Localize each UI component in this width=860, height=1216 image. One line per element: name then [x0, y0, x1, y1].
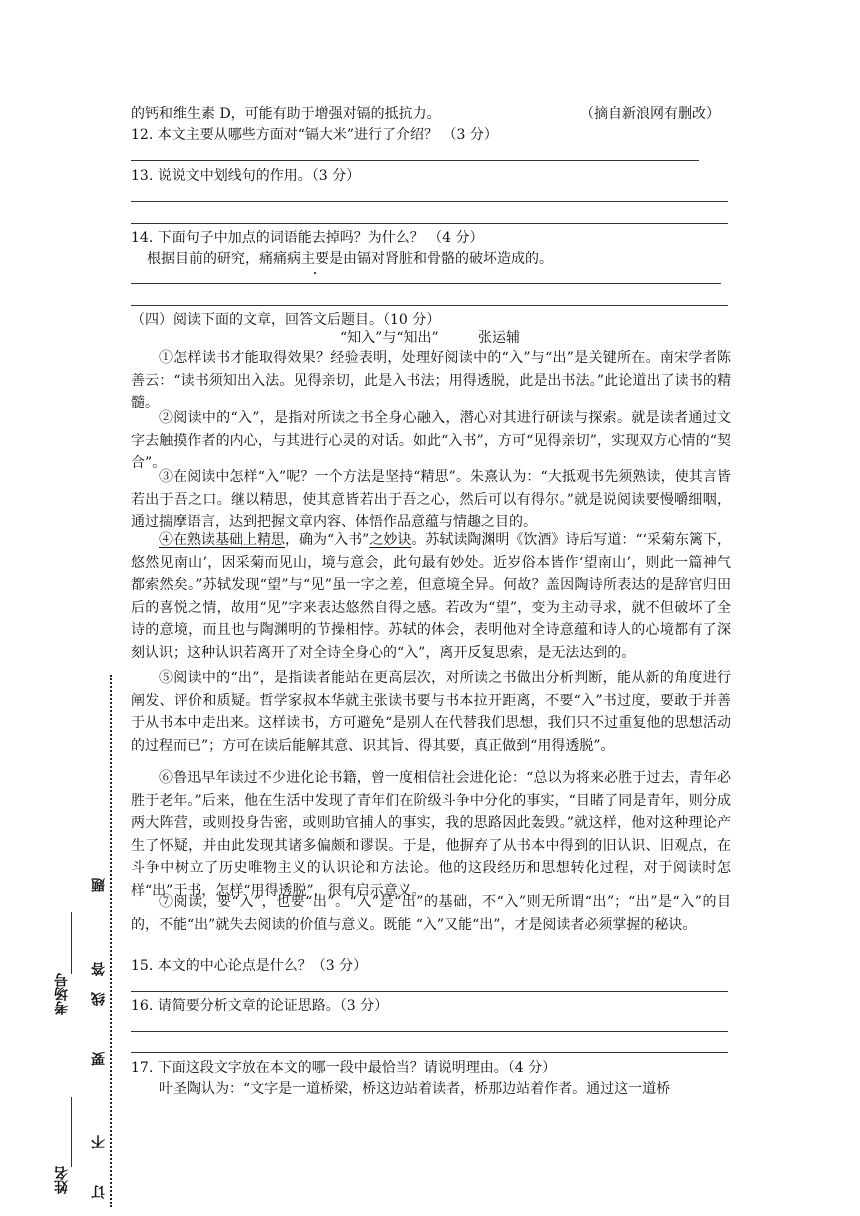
- paragraph-5: ⑤阅读中的“出”，是指读者能站在更高层次，对所读之书做出分析判断，能从新的角度进行阐发、评价和质疑。哲学家叔本华就主张读书要与书本拉开距离，不要“入”书过度，要敢于并善于从书本中走出来。这样读书，方可避免“是别人在代替我们思想，我们只不过重复他的思想活动的过程而已”；方可在读后能解其意、识其旨、得其要，真正做到“用得透脱”。: [131, 670, 731, 754]
- seal-char-da: 答: [91, 962, 107, 976]
- exam-room-blank: [71, 912, 72, 974]
- question-17-quote: 叶圣陶认为：“文字是一道桥梁，桥这边站着读者，桥那边站着作者。通过这一道桥: [159, 1081, 671, 1097]
- question-14-sentence: [147, 249, 553, 269]
- answer-line: [131, 283, 721, 284]
- answer-line: [131, 305, 728, 306]
- answer-line: [131, 1052, 728, 1053]
- question-14: 14. 下面句子中加点的词语能去掉吗？为什么？ （4 分）: [131, 230, 484, 246]
- name-blank: [71, 1097, 72, 1167]
- article-author: 张运辅: [478, 330, 520, 346]
- answer-line: [131, 223, 728, 224]
- seal-char-ti: 题: [91, 878, 107, 892]
- seal-char-bu: 不: [91, 1135, 107, 1149]
- paragraph-4-mid: ，确为“入书”: [285, 532, 370, 548]
- section-4-header: （四）阅读下面的文章，回答文后题目。（10 分）: [131, 312, 441, 328]
- answer-line: [131, 991, 728, 992]
- answer-line: [131, 201, 728, 202]
- source-note: （摘自新浪网有删改）: [580, 106, 720, 122]
- question-17: 17. 下面这段文字放在本文的哪一段中最恰当？请说明理由。（4 分）: [131, 1060, 557, 1076]
- sentence-before: 根据目前的研究，痛痛病: [147, 251, 301, 267]
- question-16: 16. 请简要分析文章的论证思路。（3 分）: [131, 998, 389, 1014]
- seal-char-yao: 要: [91, 1052, 107, 1066]
- article-title: “知入”与“知出”: [340, 330, 439, 346]
- question-13: 13. 说说文中划线句的作用。（3 分）: [131, 168, 361, 184]
- question-12: 12. 本文主要从哪些方面对“镉大米”进行了介绍？ （3 分）: [131, 127, 498, 143]
- paragraph-4-rest: 。苏轼读陶渊明《饮酒》诗后写道：“‘采菊东篱下，悠然见南山’，因采菊而见山，境与意会，此句最有妙处。近岁俗本皆作‘望南山’，则此一篇神气都索然矣。”苏轼发现“望”与“见”虽一字之差，但意境全异。何故？盖因陶诗所表达的是辞官归田后的喜悦之情，故用“见”字来表达悠然自得之感。若改为“望”，变为主动寻求，就不但破坏了全诗的意境，而且也与陶渊明的节操相悖。苏轼的体会，表明他对全诗意蕴和诗人的心境都有了深刻认识；这种认识若离开了对全诗全身心的“入”，离开反复思索，是无法达到的。: [131, 532, 731, 661]
- top-text: 的钙和维生素 D，可能有助于增强对镉的抵抗力。: [131, 106, 441, 122]
- answer-line: [131, 1031, 728, 1032]
- sentence-after: 是由镉对肾脏和骨骼的破坏造成的。: [329, 251, 553, 267]
- paragraph-3: ③在阅读中怎样“入”呢？一个方法是坚持“精思”。朱熹认为：“大抵观书先须熟读，使其言皆若出于吾之口。继以精思，使其意皆若出于吾之心，然后可以有得尔。”就是说阅读要慢嚼细咽，通过揣摩语言，达到把握文章内容、体悟作品意蕴与情趣之目的。: [131, 469, 731, 530]
- exam-room-label: 考场号: [54, 973, 70, 1015]
- paragraph-4: [131, 529, 731, 664]
- paragraph-7: ⑦阅读，要“入”，也要“出”。“入”是“出”的基础，不“入”则无所谓“出”；“出”是“入”的目的，不能“出”就失去阅读的价值与意义。既能 “入”又能“出”，才是阅读者必须掌握的秘诀。: [131, 894, 731, 933]
- dotted-word: 主要: [301, 251, 329, 267]
- paragraph-1: ①怎样读书才能取得效果？经验表明，处理好阅读中的“入”与“出”是关键所在。南宋学者陈善云：“读书须知出入法。见得亲切，此是入书法；用得透脱，此是出书法。”此论道出了读书的精髓。: [131, 350, 731, 411]
- question-15: 15. 本文的中心论点是什么？（3 分）: [131, 958, 368, 974]
- answer-line: [131, 160, 699, 161]
- underlined-phrase: 之妙诀: [369, 532, 412, 548]
- paragraph-2: ②阅读中的“入”，是指对所读之书全身心融入，潜心对其进行研读与探索。就是读者通过文字去触摸作者的内心，与其进行心灵的对话。如此“入书”，方可“见得亲切”，实现双方心情的“契合”。: [131, 410, 731, 471]
- name-label: 姓名: [54, 1166, 70, 1194]
- seal-char-xian: 线: [91, 992, 107, 1006]
- underlined-sentence: ④在熟读基础上精思: [159, 532, 286, 548]
- paragraph-6: ⑥鲁迅早年读过不少进化论书籍，曾一度相信社会进化论：“总以为将来必胜于过去，青年必胜于老年。”后来，他在生活中发现了青年们在阶级斗争中分化的事实，“目睹了同是青年，则分成两大阵营，或则投身告密，或则助官捕人的事实，我的思路因此轰毁。”就这样，他对这种理论产生了怀疑，并由此发现其诸多偏颇和谬误。于是，他摒弃了从书本中得到的旧认识、旧观点，在斗争中树立了历史唯物主义的认识论和方法论。他的这段经历和思想转化过程，对于阅读时怎样“出”于书，怎样“用得透脱”，很有启示意义。: [131, 770, 731, 899]
- seal-char-ding: 订: [91, 1185, 107, 1199]
- binding-dotted-line: [110, 675, 112, 1207]
